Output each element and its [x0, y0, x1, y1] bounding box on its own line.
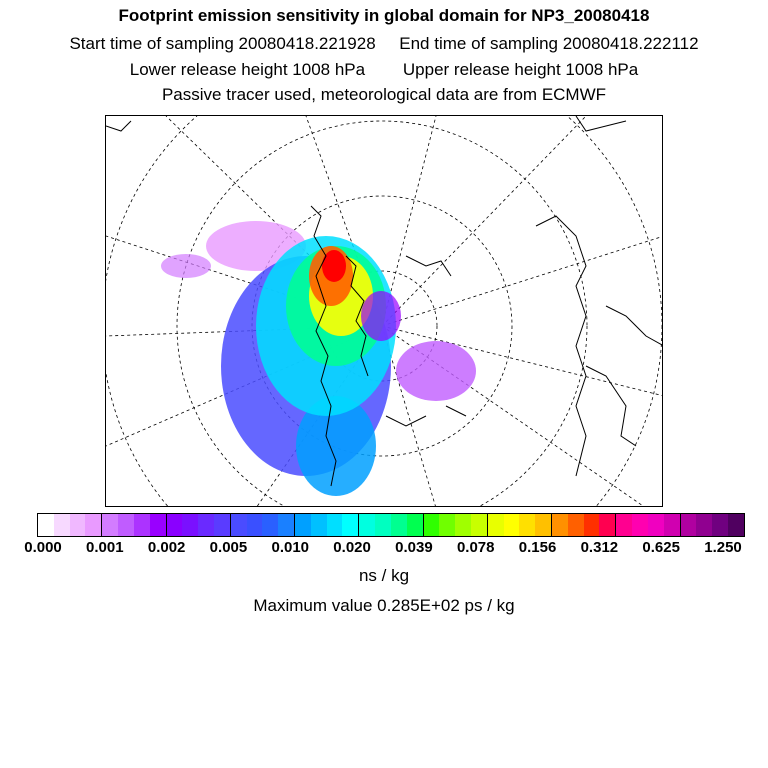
colorbar-swatch: [359, 514, 375, 536]
release-heights: Lower release height 1008 hPa Upper release height 1008 hPa: [129, 60, 639, 79]
colorbar-swatch: [568, 514, 584, 536]
colorbar-swatch: [664, 514, 681, 536]
maximum-value: Maximum value 0.285E+02 ps / kg: [253, 596, 515, 615]
colorbar-swatch: [262, 514, 278, 536]
colorbar-tick-label: 0.625: [642, 539, 680, 556]
colorbar-swatch: [488, 514, 504, 536]
colorbar-swatch: [648, 514, 664, 536]
map-canvas: [106, 116, 663, 507]
emission-plume: [161, 221, 476, 496]
colorbar-swatch: [696, 514, 712, 536]
colorbar-tick-label: 0.078: [456, 539, 495, 556]
colorbar-swatch: [327, 514, 343, 536]
colorbar-swatch: [584, 514, 600, 536]
colorbar-swatch: [681, 514, 697, 536]
colorbar-swatch: [214, 514, 231, 536]
colorbar-swatch: [231, 514, 247, 536]
colorbar-swatch: [295, 514, 311, 536]
colorbar-swatch: [632, 514, 648, 536]
colorbar-units: ns / kg: [358, 566, 410, 585]
colorbar-swatch: [728, 514, 744, 536]
colorbar-tick-label: 0.005: [209, 539, 248, 556]
colorbar-swatch: [118, 514, 134, 536]
plot-title: Footprint emission sensitivity in global domain for NP3_20080418: [118, 6, 650, 25]
colorbar-tick-label: 0.312: [580, 539, 619, 556]
colorbar-swatch: [85, 514, 102, 536]
colorbar-tick-label: 0.010: [271, 539, 310, 556]
sampling-times: Start time of sampling 20080418.221928 End time of sampling 20080418.222112: [69, 34, 699, 53]
colorbar-swatch: [70, 514, 86, 536]
colorbar-tick-label: 0.002: [147, 539, 186, 556]
colorbar-swatch: [535, 514, 552, 536]
colorbar-swatch: [455, 514, 471, 536]
colorbar-swatch: [391, 514, 407, 536]
colorbar-swatch: [519, 514, 535, 536]
colorbar-swatch: [599, 514, 616, 536]
colorbar-swatch: [504, 514, 520, 536]
colorbar-tick-label: 0.001: [86, 539, 124, 556]
footprint-map: [105, 115, 663, 507]
colorbar-swatch: [38, 514, 54, 536]
colorbar-tick-label: 0.039: [395, 539, 433, 556]
colorbar-tick-label: 0.020: [333, 539, 371, 556]
colorbar-swatch: [712, 514, 728, 536]
colorbar: [37, 513, 745, 537]
colorbar-swatch: [198, 514, 214, 536]
colorbar-swatch: [247, 514, 263, 536]
colorbar-swatch: [167, 514, 183, 536]
colorbar-swatch: [311, 514, 327, 536]
colorbar-swatch: [54, 514, 70, 536]
colorbar-swatch: [342, 514, 359, 536]
colorbar-swatch: [150, 514, 167, 536]
colorbar-swatch: [278, 514, 295, 536]
colorbar-swatch: [407, 514, 424, 536]
colorbar-swatch: [182, 514, 198, 536]
colorbar-swatch: [102, 514, 118, 536]
colorbar-swatch: [439, 514, 455, 536]
colorbar-swatch: [375, 514, 391, 536]
colorbar-tick-label: 1.250: [704, 539, 742, 556]
colorbar-swatch: [134, 514, 150, 536]
colorbar-tick-label: 0.000: [24, 539, 62, 556]
colorbar-swatch: [616, 514, 632, 536]
colorbar-swatch: [552, 514, 568, 536]
colorbar-tick-label: 0.156: [518, 539, 557, 556]
tracer-info: Passive tracer used, meteorological data are from ECMWF: [161, 85, 607, 104]
colorbar-swatch: [471, 514, 488, 536]
colorbar-swatch: [424, 514, 440, 536]
